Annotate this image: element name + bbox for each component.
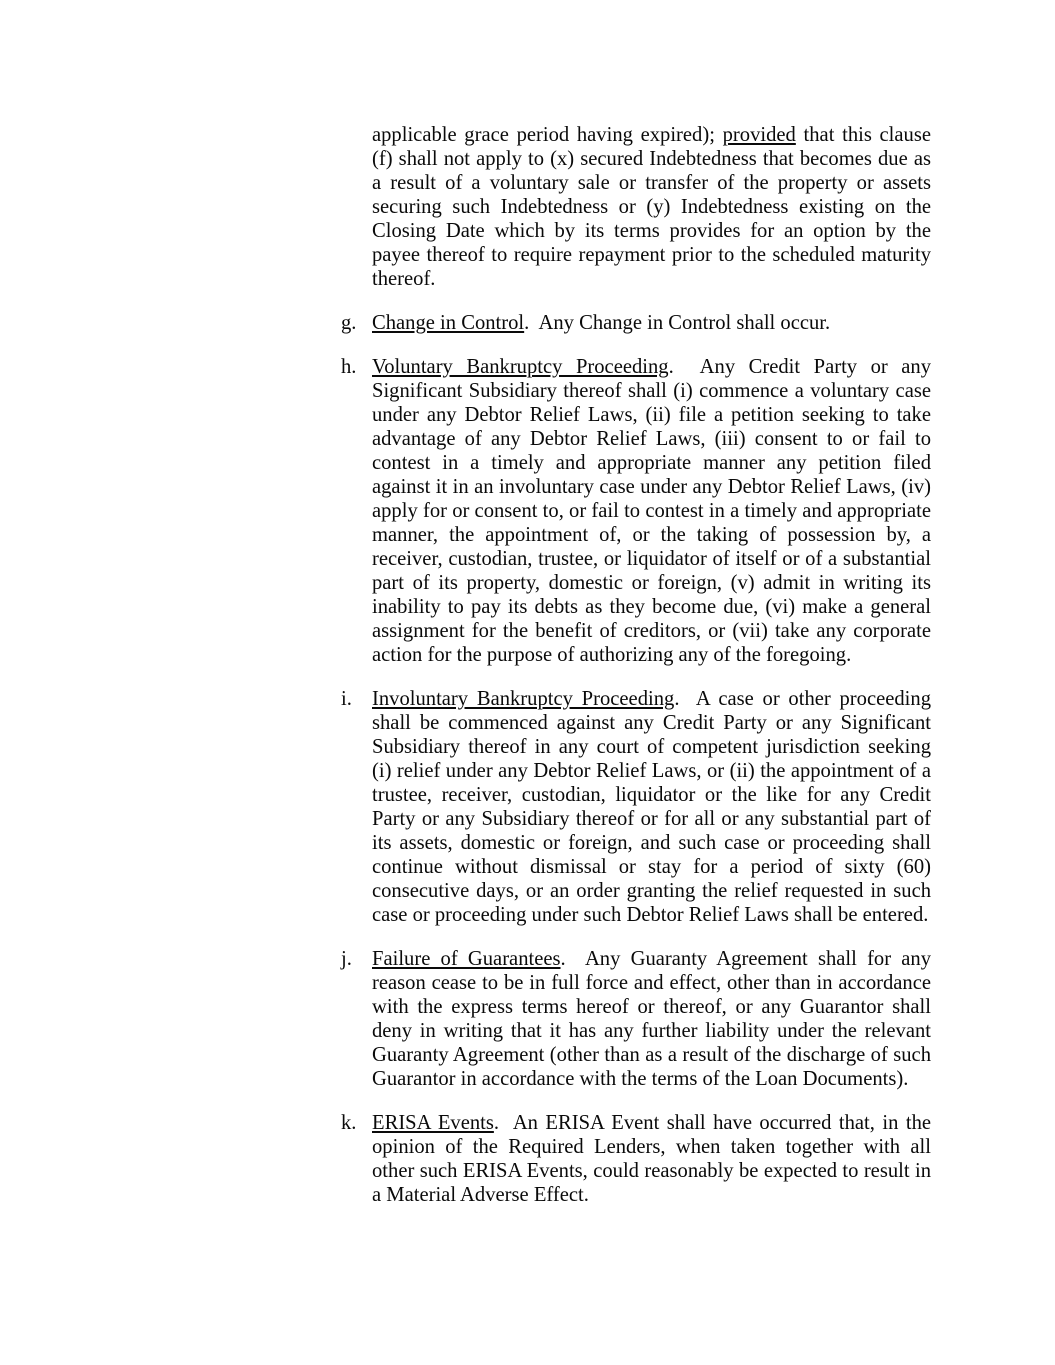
clause-body: An ERISA Event shall have occurred that, in the opinion of the Required Lenders, when taken together with all other such ERISA Events, could reasonably be expected to result in a Material Adverse Effect.	[372, 1112, 932, 1206]
continuation-paragraph	[372, 123, 931, 291]
clause-g	[341, 311, 931, 335]
clause-h	[341, 355, 932, 667]
clause-heading-suffix: .	[493, 1112, 507, 1134]
clause-heading-suffix: .	[524, 312, 535, 334]
continuation-text-after: that this clause (f) shall not apply to (x) secured Indebtedness that becomes due as a result of a voluntary sale or transfer of the property or assets securing such Indebtedness or (y) Indebtedness existing on the Closing Date which by its terms provides for an option by the payee thereof to require repayment prior to the scheduled maturity thereof.	[372, 124, 931, 290]
clause-letter: k.	[341, 1112, 357, 1134]
clause-heading-suffix: .	[560, 948, 576, 970]
clause-heading: ERISA Events	[372, 1112, 494, 1134]
clause-heading-suffix: .	[668, 356, 688, 378]
clause-heading-suffix: .	[674, 688, 689, 710]
clause-heading: Change in Control	[372, 312, 525, 334]
clause-letter: i.	[341, 688, 352, 710]
clause-letter: h.	[341, 356, 357, 378]
clause-letter: g.	[341, 312, 357, 334]
clause-body: Any Change in Control shall occur.	[538, 312, 831, 334]
clause-letter: j.	[341, 948, 352, 970]
provided-underlined-term: provided	[722, 124, 796, 146]
clause-k	[341, 1111, 932, 1207]
clause-body: Any Guaranty Agreement shall for any reason cease to be in full force and effect, other than in accordance with the express terms hereof or thereof, or any Guarantor shall deny in writing that it has any further liability under the relevant Guaranty Agreement (other than as a result of the discharge of such Guarantor in accordance with the terms of the Loan Documents).	[372, 948, 932, 1090]
clause-heading: Involuntary Bankruptcy Proceeding	[372, 688, 675, 710]
clause-body: A case or other proceeding shall be commenced against any Credit Party or any Significant Subsidiary thereof in any court of competent jurisdiction seeking (i) relief under any Debtor Relief Laws, or (ii) the appointment of a trustee, receiver, custodian, liquidator or the like for any Credit Party or any Subsidiary thereof or for all or any substantial part of its assets, domestic or foreign, and such case or proceeding shall continue without dismissal or stay for a period of sixty (60) consecutive days, or an order granting the relief requested in such case or proceeding under such Debtor Relief Laws shall be entered.	[372, 688, 931, 926]
document-body	[341, 123, 932, 1207]
clause-heading: Voluntary Bankruptcy Proceeding	[372, 356, 669, 378]
clause-j	[341, 947, 932, 1091]
clause-heading: Failure of Guarantees	[372, 948, 561, 970]
clause-i	[341, 687, 931, 927]
clause-body: Any Credit Party or any Significant Subsidiary thereof shall (i) commence a voluntary case under any Debtor Relief Laws, (ii) file a petition seeking to take advantage of any Debtor Relief Laws, (iii) consent to or fail to contest in a timely and appropriate manner any petition filed against it in an involuntary case under any Debtor Relief Laws, (iv) apply for or consent to, or fail to contest in a timely and appropriate manner, the appointment of, or the taking of possession by, a receiver, custodian, trustee, or liquidator of itself or of a substantial part of its property, domestic or foreign, (v) admit in writing its inability to pay its debts as they become due, (vi) make a general assignment for the benefit of creditors, or (vii) take any corporate action for the purpose of authorizing any of the foregoing.	[372, 356, 932, 666]
continuation-text-before: applicable grace period having expired);	[372, 124, 723, 146]
